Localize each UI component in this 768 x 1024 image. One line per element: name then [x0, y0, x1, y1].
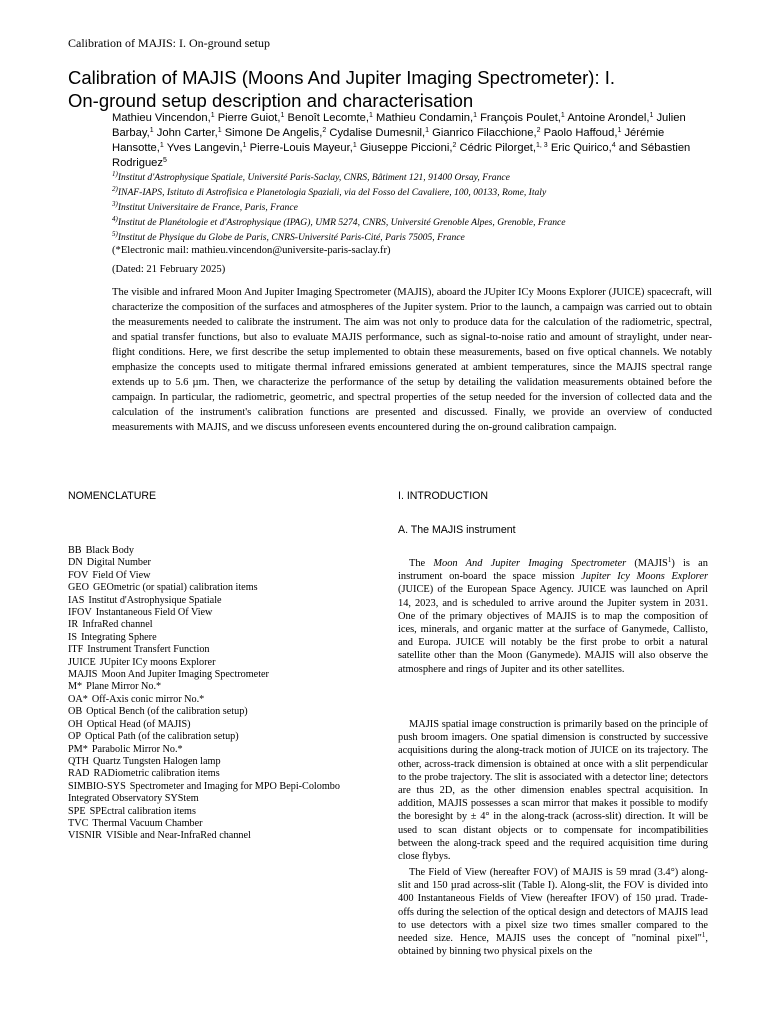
author-name: and Sébastien Rodriguez	[112, 142, 691, 169]
author-affiliation-marker: 1	[149, 127, 154, 134]
nomenclature-abbreviation: QTH	[68, 755, 89, 767]
author	[360, 142, 457, 154]
nomenclature-definition: Quartz Tungsten Halogen lamp	[92, 755, 221, 767]
nomenclature-item	[68, 607, 388, 619]
nomenclature-abbreviation: OP	[68, 731, 82, 743]
nomenclature-abbreviation: M*	[68, 681, 83, 693]
nomenclature-abbreviation: IR	[68, 619, 79, 631]
nomenclature-definition: SPEctral calibration items	[89, 805, 196, 817]
author-affiliation-marker: 1	[280, 112, 285, 119]
nomenclature-definition: Digital Number	[86, 557, 151, 569]
nomenclature-item	[68, 830, 388, 842]
nomenclature-definition: Off-Axis conic mirror No.*	[91, 693, 205, 705]
p1-text-a: The	[409, 558, 434, 569]
affiliation-number: 2)	[112, 185, 118, 193]
author	[567, 112, 653, 124]
affiliation-text: Institut d'Astrophysique Spatiale, Université Paris-Saclay, CNRS, Bâtiment 121, 91400 Orsay, France	[117, 172, 510, 183]
intro-paragraph-2: MAJIS spatial image construction is primarily based on the principle of push broom imagers. One spatial dimension is constructed by successive acquisitions during the along-track motion of JUICE on its trajectory. The other, across-track dimension is obtained at once with a slit perpendicular to the probe trajectory. The slit is associated with a detector line; detectors are thus 2D, as the other dimension enables spectral acquisition. In addition, MAJIS possesses a scan mirror that makes it possible to modify the boresight by ± 4° in the along-track (across-slit) direction. It will be used to scan distant objects or to compensate for incompatibilities between the along-track speed and the required acquisition time during close flybys.	[398, 719, 708, 863]
nomenclature-heading: NOMENCLATURE	[68, 490, 157, 502]
nomenclature-abbreviation: JUICE	[68, 656, 96, 668]
affiliation-text: Institut de Physique du Globe de Paris, CNRS-Université Paris-Cité, Paris 75005, France	[117, 232, 465, 243]
nomenclature-abbreviation: VISNIR	[68, 830, 102, 842]
date-line: (Dated: 21 February 2025)	[112, 264, 226, 275]
running-head: Calibration of MAJIS: I. On-ground setup	[68, 36, 270, 50]
nomenclature-definition: JUpiter ICy moons Explorer	[99, 656, 216, 668]
author-name: Pierre Guiot,	[217, 112, 281, 124]
affiliation	[112, 215, 712, 230]
author-affiliation-marker: 1	[242, 142, 247, 149]
nomenclature-definition: Moon And Jupiter Imaging Spectrometer	[101, 669, 269, 681]
nomenclature-abbreviation: PM*	[68, 743, 88, 755]
nomenclature-item	[68, 644, 388, 656]
affiliation-number: 3)	[112, 200, 118, 208]
nomenclature-definition: Thermal Vacuum Chamber	[92, 817, 203, 829]
nomenclature-definition: Black Body	[85, 545, 134, 556]
nomenclature-item	[68, 582, 388, 594]
nomenclature-abbreviation: OB	[68, 706, 83, 718]
author-affiliation-marker: 1	[159, 142, 164, 149]
p3-citation: 1	[701, 931, 706, 940]
author-affiliation-marker: 1	[473, 112, 477, 119]
author-affiliation-marker: 2	[536, 127, 541, 134]
nomenclature-abbreviation: OH	[68, 718, 83, 730]
p1-instrument-name: Moon And Jupiter Imaging Spectrometer	[433, 558, 627, 569]
p1-text-c: (MAJIS	[626, 558, 668, 569]
nomenclature-abbreviation: IFOV	[68, 607, 92, 619]
author	[376, 112, 477, 124]
nomenclature-item	[68, 545, 388, 557]
author-affiliation-marker: 1	[560, 112, 565, 119]
author-name: Antoine Arondel,	[567, 112, 650, 124]
author-name: Jérémie Hansotte,	[112, 127, 665, 154]
intro-paragraph-1	[398, 557, 708, 676]
p1-text-d: ) is an instrument on-board the space mission	[398, 558, 708, 583]
author-affiliation-marker: 1	[649, 112, 654, 119]
subsection-heading: A. The MAJIS instrument	[398, 524, 516, 536]
affiliation	[112, 200, 712, 215]
p3-text-a: The Field of View (hereafter FOV) of MAJIS is 59 mrad (3.4°) along-slit and 150 µrad across-slit (Table I). Along-slit, the FOV is divided into 400 Instantaneous Fields of View (hereafter IFOV) of 150 µrad. Trade-offs during the selection of the optical design and detectors of MAJIS lead to use detectors with a pixel size two times smaller compared to the needed size. Hence, MAJIS uses the concept of "nominal pixel"	[398, 867, 708, 945]
affiliation-number: 4)	[112, 215, 118, 223]
author-affiliation-marker: 1	[617, 127, 622, 134]
nomenclature-item	[68, 557, 388, 569]
nomenclature-abbreviation: TVC	[68, 817, 89, 829]
author-affiliation-marker: 1, 3	[536, 142, 548, 149]
nomenclature-definition: VISible and Near-InfraRed channel	[105, 830, 251, 842]
author-name: Julien Barbay,	[112, 112, 686, 139]
affiliation	[112, 230, 712, 245]
author	[329, 127, 429, 139]
nomenclature-item	[68, 694, 388, 706]
author-name: Cédric Pilorget,	[459, 142, 537, 154]
nomenclature-definition: Institut d'Astrophysique Spatiale	[88, 594, 222, 606]
nomenclature-item	[68, 570, 388, 582]
affiliation-number: 1)	[112, 170, 118, 178]
nomenclature-definition: Integrated Observatory SYStem	[68, 793, 199, 805]
author-affiliation-marker: 1	[217, 127, 222, 134]
intro-paragraph-3	[398, 866, 708, 958]
nomenclature-item	[68, 756, 388, 768]
affiliation-list	[112, 170, 712, 245]
paper-title	[68, 66, 708, 112]
author-affiliation-marker: 2	[452, 142, 457, 149]
nomenclature-item	[68, 681, 388, 693]
author-name: Mathieu Vincendon,	[112, 112, 211, 124]
author-name: Yves Langevin,	[166, 142, 243, 154]
nomenclature-abbreviation: OA*	[68, 693, 88, 705]
nomenclature-abbreviation: DN	[68, 557, 83, 569]
author-name: Giuseppe Piccioni,	[359, 142, 453, 154]
author	[288, 112, 373, 124]
nomenclature-abbreviation: ITF	[68, 644, 84, 656]
nomenclature-definition: GEOmetric (or spatial) calibration items	[92, 582, 258, 594]
author-affiliation-marker: 5	[163, 157, 167, 164]
author-name: Gianrico Filacchione,	[432, 127, 537, 139]
nomenclature-abbreviation: FOV	[68, 569, 89, 581]
author-affiliation-marker: 1	[210, 112, 215, 119]
title-line-2: On-ground setup description and characterisation	[68, 90, 474, 111]
nomenclature-definition: Instantaneous Field Of View	[95, 607, 213, 619]
author-name: Simone De Angelis,	[224, 127, 323, 139]
nomenclature-abbreviation: RAD	[68, 768, 90, 780]
author-name: Pierre-Louis Mayeur,	[249, 142, 353, 154]
p1-mission-name: Jupiter Icy Moons Explorer	[581, 571, 708, 583]
nomenclature-item	[68, 657, 388, 669]
author-name: Paolo Haffoud,	[543, 127, 618, 139]
nomenclature-definition: Optical Bench (of the calibration setup)	[86, 706, 248, 718]
author-affiliation-marker: 1	[369, 112, 373, 119]
affiliation-text: INAF-IAPS, Istituto di Astrofisica e Planetologia Spaziali, via del Fosso del Cavaliere, 100, 00133, Rome, Italy	[117, 187, 547, 198]
affiliation-text: Institut Universitaire de France, Paris, France	[117, 202, 298, 213]
nomenclature-abbreviation: MAJIS	[68, 669, 98, 681]
nomenclature-abbreviation: SPE	[68, 805, 86, 817]
author	[225, 127, 327, 139]
nomenclature-item	[68, 706, 388, 718]
nomenclature-item	[68, 768, 388, 780]
nomenclature-definition: RADiometric calibration items	[93, 768, 220, 780]
author-affiliation-marker: 4	[611, 142, 616, 149]
nomenclature-item	[68, 781, 388, 793]
nomenclature-definition: Spectrometer and Imaging for MPO Bepi-Colombo	[129, 780, 340, 792]
author-name: Eric Quirico,	[550, 142, 612, 154]
affiliation	[112, 170, 712, 185]
p1-text-f: (JUICE) of the European Space Agency. JUICE was launched on April 14, 2023, and is scheduled to arrive around the Jupiter system in 2031. One of the primary objectives of MAJIS is to map the composition of ices, minerals, and organic matter at the surface of Ganymede, Callisto, and Europa. JUICE will notably be the first probe to orbit a natural satellite other than the Moon (Ganymede). MAJIS will also observe the atmosphere and rings of Jupiter and its other satellites.	[398, 584, 708, 675]
nomenclature-item	[68, 595, 388, 607]
nomenclature-definition: InfraRed channel	[82, 619, 153, 631]
nomenclature-item	[68, 793, 388, 805]
author	[157, 127, 222, 139]
author-list	[112, 111, 712, 171]
nomenclature-definition: Parabolic Mirror No.*	[91, 743, 183, 755]
title-line-1: Calibration of MAJIS (Moons And Jupiter Imaging Spectrometer): I.	[68, 67, 616, 88]
author	[432, 127, 540, 139]
author-affiliation-marker: 1	[425, 127, 430, 134]
author	[460, 142, 548, 154]
nomenclature-item	[68, 632, 388, 644]
nomenclature-definition: Optical Head (of MAJIS)	[86, 718, 191, 730]
author	[167, 142, 247, 154]
author-name: Cydalise Dumesnil,	[329, 127, 426, 139]
nomenclature-item	[68, 719, 388, 731]
p3-text-b: , obtained by binning two physical pixels on the	[398, 933, 708, 958]
nomenclature-abbreviation: BB	[68, 545, 82, 556]
author	[218, 112, 285, 124]
nomenclature-abbreviation: IS	[68, 631, 78, 643]
nomenclature-list	[68, 545, 388, 843]
nomenclature-item	[68, 619, 388, 631]
nomenclature-item	[68, 806, 388, 818]
introduction-heading: I. INTRODUCTION	[398, 490, 489, 502]
author-affiliation-marker: 2	[322, 127, 327, 134]
nomenclature-definition: Instrument Transfert Function	[87, 644, 210, 656]
author	[112, 112, 215, 124]
nomenclature-item	[68, 669, 388, 681]
author-name: Benoît Lecomte,	[287, 112, 370, 124]
author	[250, 142, 357, 154]
author	[544, 127, 622, 139]
nomenclature-abbreviation: GEO	[68, 582, 89, 594]
nomenclature-definition: Plane Mirror No.*	[86, 681, 162, 693]
nomenclature-abbreviation: SIMBIO-SYS	[68, 780, 126, 792]
nomenclature-item	[68, 818, 388, 830]
affiliation-text: Institut de Planétologie et d'Astrophysique (IPAG), UMR 5274, CNRS, Université Grenoble Alpes, Grenoble, France	[117, 217, 566, 228]
abstract: The visible and infrared Moon And Jupiter Imaging Spectrometer (MAJIS), aboard the JUpiter ICy Moons Explorer (JUICE) spacecraft, will characterize the composition of the surfaces and atmospheres of the Jupiter system. Prior to the launch, a campaign was carried out to obtain the measurements needed to calibrate the instrument. The aim was not only to produce data for the calculation of the radiometric, spectral, and spatial transfer functions, but also to evaluate MAJIS performance, such as signal-to-noise ratio and amount of straylight, under near-flight conditions. Here, we first describe the setup implemented to obtain these measurements, based on five optical channels. We notably emphasize the concepts used to mitigate thermal infrared emissions generated at ambient temperatures, since the MAJIS spectral range extends up to 5.6 µm. Then, we characterize the performance of the setup by detailing the validation measurements obtained before the campaign. In particular, the radiometric, geometric, and spectral properties of the setup needed for the inversion of collected data and the calculation of the instrument's calibration functions are presented and discussed. Finally, we provide an overview of conducted measurements with MAJIS, and we discuss unforeseen events encountered during the on-ground calibration campaign.	[112, 287, 712, 433]
p1-citation: 1	[667, 556, 672, 564]
author-affiliation-marker: 1	[352, 142, 357, 149]
affiliation	[112, 185, 712, 200]
author	[551, 142, 616, 154]
author-name: Mathieu Condamin,	[376, 112, 474, 124]
nomenclature-definition: Field Of View	[92, 569, 151, 581]
author	[480, 112, 565, 124]
author-name: François Poulet,	[480, 112, 561, 124]
nomenclature-item	[68, 744, 388, 756]
affiliation-number: 5)	[112, 230, 118, 238]
corresponding-email: (*Electronic mail: mathieu.vincendon@universite-paris-saclay.fr)	[112, 245, 391, 256]
nomenclature-abbreviation: IAS	[68, 594, 85, 606]
nomenclature-definition: Optical Path (of the calibration setup)	[85, 731, 239, 743]
author-name: John Carter,	[156, 127, 218, 139]
nomenclature-definition: Integrating Sphere	[81, 631, 157, 643]
nomenclature-item	[68, 731, 388, 743]
